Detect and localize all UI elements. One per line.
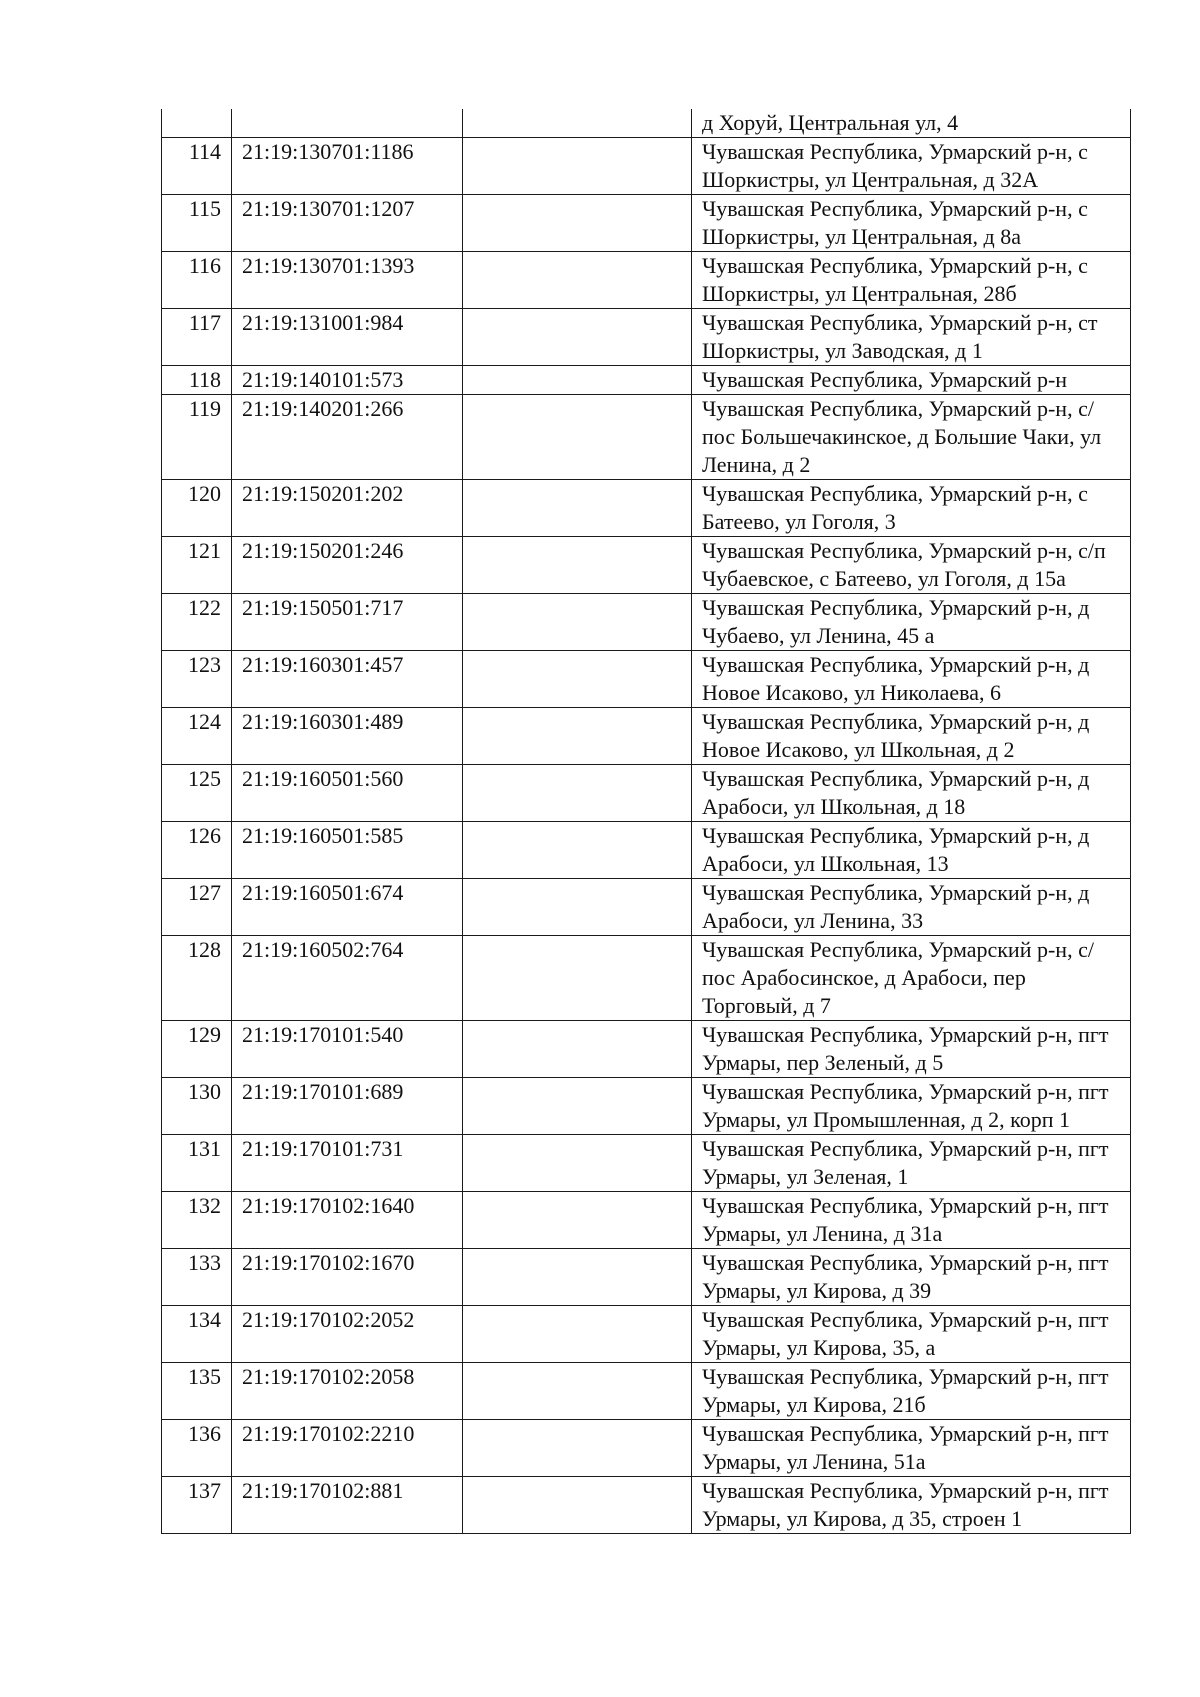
row-number-cell: 135 <box>162 1363 232 1420</box>
cadastral-number-cell: 21:19:150201:202 <box>232 480 463 537</box>
empty-cell <box>463 195 692 252</box>
cadastral-number-cell: 21:19:130701:1393 <box>232 252 463 309</box>
cadastral-number-cell: 21:19:160301:489 <box>232 708 463 765</box>
address-cell: Чувашская Республика, Урмарский р-н, с/п Чубаевское, с Батеево, ул Гоголя, д 15а <box>692 537 1131 594</box>
table-row <box>162 537 1131 594</box>
address-cell: Чувашская Республика, Урмарский р-н, пгт Урмары, ул Кирова, д 35, строен 1 <box>692 1477 1131 1534</box>
cadastral-number-cell: 21:19:170102:881 <box>232 1477 463 1534</box>
table-row <box>162 252 1131 309</box>
empty-cell <box>463 1078 692 1135</box>
empty-cell <box>463 138 692 195</box>
cadastral-number-cell: 21:19:170102:1670 <box>232 1249 463 1306</box>
row-number-cell: 133 <box>162 1249 232 1306</box>
row-number-cell: 126 <box>162 822 232 879</box>
table-row <box>162 480 1131 537</box>
empty-cell <box>463 651 692 708</box>
row-number-cell: 120 <box>162 480 232 537</box>
table-body <box>162 109 1131 1534</box>
table-row <box>162 195 1131 252</box>
address-cell: Чувашская Республика, Урмарский р-н, с Шоркистры, ул Центральная, 28б <box>692 252 1131 309</box>
address-cell: Чувашская Республика, Урмарский р-н, пгт Урмары, ул Ленина, 51а <box>692 1420 1131 1477</box>
empty-cell <box>463 109 692 138</box>
table-row <box>162 395 1131 480</box>
row-number-cell: 117 <box>162 309 232 366</box>
cadastral-number-cell: 21:19:170101:731 <box>232 1135 463 1192</box>
table-row <box>162 1078 1131 1135</box>
address-cell: Чувашская Республика, Урмарский р-н, пгт Урмары, ул Кирова, 35, а <box>692 1306 1131 1363</box>
table-row <box>162 708 1131 765</box>
row-number-cell: 129 <box>162 1021 232 1078</box>
cadastral-number-cell: 21:19:170102:1640 <box>232 1192 463 1249</box>
table-row <box>162 1363 1131 1420</box>
address-cell: Чувашская Республика, Урмарский р-н, д Арабоси, ул Ленина, 33 <box>692 879 1131 936</box>
cadastral-number-cell: 21:19:131001:984 <box>232 309 463 366</box>
empty-cell <box>463 1021 692 1078</box>
cadastral-number-cell: 21:19:160502:764 <box>232 936 463 1021</box>
empty-cell <box>463 1135 692 1192</box>
address-cell: Чувашская Республика, Урмарский р-н, д Чубаево, ул Ленина, 45 а <box>692 594 1131 651</box>
cadastral-number-cell: 21:19:170101:540 <box>232 1021 463 1078</box>
empty-cell <box>463 708 692 765</box>
address-cell: Чувашская Республика, Урмарский р-н, д Арабоси, ул Школьная, 13 <box>692 822 1131 879</box>
row-number-cell: 134 <box>162 1306 232 1363</box>
table-row <box>162 879 1131 936</box>
empty-cell <box>463 395 692 480</box>
cadastral-number-cell: 21:19:150201:246 <box>232 537 463 594</box>
table-row <box>162 366 1131 395</box>
cadastral-number-cell: 21:19:140101:573 <box>232 366 463 395</box>
row-number-cell: 124 <box>162 708 232 765</box>
table-row <box>162 309 1131 366</box>
cadastral-number-cell: 21:19:150501:717 <box>232 594 463 651</box>
empty-cell <box>463 1420 692 1477</box>
row-number-cell: 136 <box>162 1420 232 1477</box>
empty-cell <box>463 765 692 822</box>
empty-cell <box>463 366 692 395</box>
address-cell: Чувашская Республика, Урмарский р-н, ст Шоркистры, ул Заводская, д 1 <box>692 309 1131 366</box>
row-number-cell: 137 <box>162 1477 232 1534</box>
empty-cell <box>463 309 692 366</box>
address-cell: Чувашская Республика, Урмарский р-н, д Арабоси, ул Школьная, д 18 <box>692 765 1131 822</box>
row-number-cell: 121 <box>162 537 232 594</box>
row-number-cell: 116 <box>162 252 232 309</box>
cadastral-number-cell: 21:19:160501:674 <box>232 879 463 936</box>
row-number-cell: 130 <box>162 1078 232 1135</box>
cadastral-number-cell: 21:19:170101:689 <box>232 1078 463 1135</box>
empty-cell <box>463 1192 692 1249</box>
empty-cell <box>463 822 692 879</box>
row-number-cell <box>162 109 232 138</box>
table-row <box>162 651 1131 708</box>
address-cell: Чувашская Республика, Урмарский р-н, пгт Урмары, ул Кирова, д 39 <box>692 1249 1131 1306</box>
row-number-cell: 114 <box>162 138 232 195</box>
table-row <box>162 1135 1131 1192</box>
address-cell: д Хоруй, Центральная ул, 4 <box>692 109 1131 138</box>
row-number-cell: 122 <box>162 594 232 651</box>
address-cell: Чувашская Республика, Урмарский р-н, пгт Урмары, ул Ленина, д 31а <box>692 1192 1131 1249</box>
address-cell: Чувашская Республика, Урмарский р-н, д Новое Исаково, ул Николаева, 6 <box>692 651 1131 708</box>
table-row <box>162 138 1131 195</box>
address-cell: Чувашская Республика, Урмарский р-н, с Шоркистры, ул Центральная, д 32А <box>692 138 1131 195</box>
table-row <box>162 594 1131 651</box>
cadastral-number-cell: 21:19:160501:560 <box>232 765 463 822</box>
cadastral-number-cell: 21:19:170102:2210 <box>232 1420 463 1477</box>
table-row <box>162 1420 1131 1477</box>
empty-cell <box>463 1477 692 1534</box>
empty-cell <box>463 1306 692 1363</box>
table-row <box>162 1249 1131 1306</box>
empty-cell <box>463 879 692 936</box>
empty-cell <box>463 480 692 537</box>
row-number-cell: 125 <box>162 765 232 822</box>
cadastral-number-cell: 21:19:140201:266 <box>232 395 463 480</box>
cadastral-number-cell: 21:19:130701:1186 <box>232 138 463 195</box>
empty-cell <box>463 252 692 309</box>
address-cell: Чувашская Республика, Урмарский р-н, д Новое Исаково, ул Школьная, д 2 <box>692 708 1131 765</box>
row-number-cell: 123 <box>162 651 232 708</box>
table-row <box>162 765 1131 822</box>
row-number-cell: 131 <box>162 1135 232 1192</box>
table-row <box>162 1477 1131 1534</box>
row-number-cell: 118 <box>162 366 232 395</box>
cadastral-number-cell: 21:19:170102:2058 <box>232 1363 463 1420</box>
cadastral-number-cell: 21:19:170102:2052 <box>232 1306 463 1363</box>
address-cell: Чувашская Республика, Урмарский р-н, с Шоркистры, ул Центральная, д 8а <box>692 195 1131 252</box>
address-cell: Чувашская Республика, Урмарский р-н, пгт Урмары, пер Зеленый, д 5 <box>692 1021 1131 1078</box>
row-number-cell: 132 <box>162 1192 232 1249</box>
row-number-cell: 115 <box>162 195 232 252</box>
address-cell: Чувашская Республика, Урмарский р-н <box>692 366 1131 395</box>
table-row <box>162 936 1131 1021</box>
address-cell: Чувашская Республика, Урмарский р-н, с/пос Большечакинское, д Большие Чаки, ул Ленина, д 2 <box>692 395 1131 480</box>
address-cell: Чувашская Республика, Урмарский р-н, с/пос Арабосинское, д Арабоси, пер Торговый, д 7 <box>692 936 1131 1021</box>
table-row <box>162 1306 1131 1363</box>
table-row <box>162 1021 1131 1078</box>
row-number-cell: 119 <box>162 395 232 480</box>
empty-cell <box>463 1249 692 1306</box>
row-number-cell: 127 <box>162 879 232 936</box>
cadastral-number-cell: 21:19:160501:585 <box>232 822 463 879</box>
empty-cell <box>463 537 692 594</box>
cadastral-number-cell: 21:19:130701:1207 <box>232 195 463 252</box>
table-row <box>162 1192 1131 1249</box>
document-page <box>161 109 1131 1534</box>
row-number-cell: 128 <box>162 936 232 1021</box>
cadastral-number-cell <box>232 109 463 138</box>
table-row <box>162 822 1131 879</box>
address-cell: Чувашская Республика, Урмарский р-н, с Батеево, ул Гоголя, 3 <box>692 480 1131 537</box>
address-cell: Чувашская Республика, Урмарский р-н, пгт Урмары, ул Промышленная, д 2, корп 1 <box>692 1078 1131 1135</box>
empty-cell <box>463 594 692 651</box>
empty-cell <box>463 936 692 1021</box>
address-cell: Чувашская Республика, Урмарский р-н, пгт Урмары, ул Кирова, 21б <box>692 1363 1131 1420</box>
property-table <box>161 109 1131 1534</box>
empty-cell <box>463 1363 692 1420</box>
cadastral-number-cell: 21:19:160301:457 <box>232 651 463 708</box>
table-row-continued <box>162 109 1131 138</box>
address-cell: Чувашская Республика, Урмарский р-н, пгт Урмары, ул Зеленая, 1 <box>692 1135 1131 1192</box>
